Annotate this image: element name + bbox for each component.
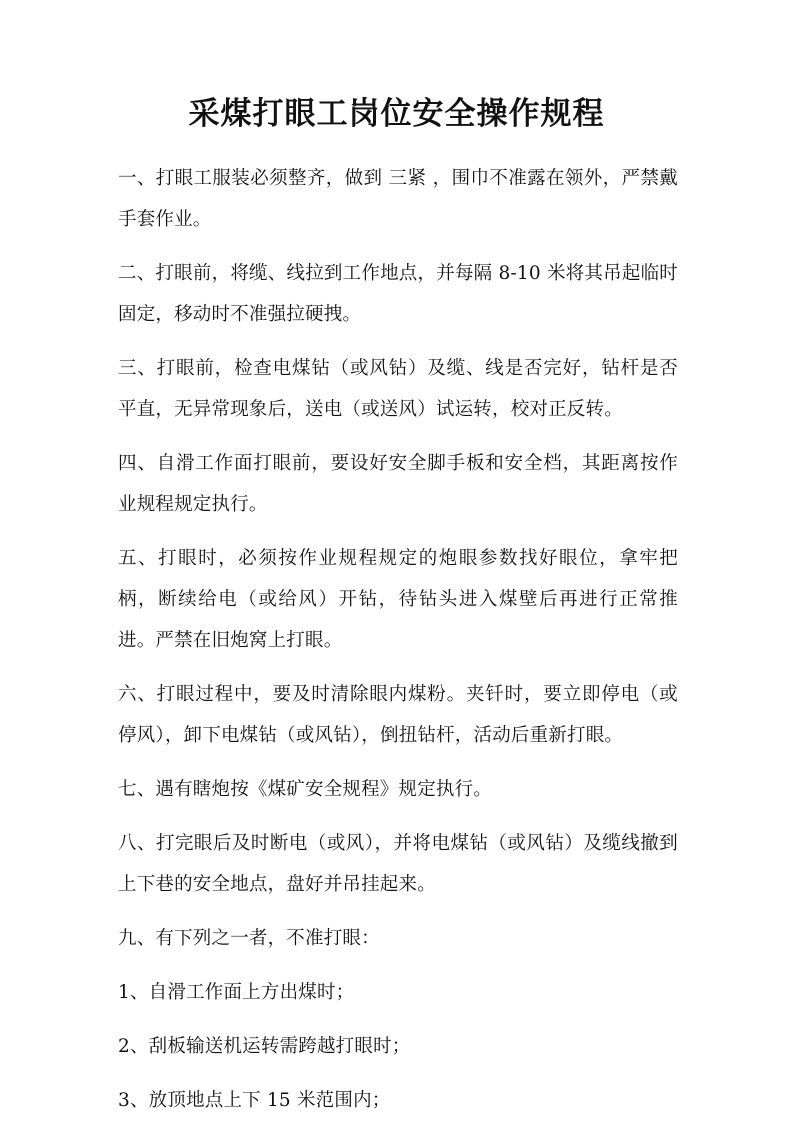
page-title: 采煤打眼工岗位安全操作规程 [188,96,605,132]
paragraph-3: 三、打眼前，检查电煤钻（或风钻）及缆、线是否完好，钻杆是否平直，无异常现象后，送电（或送风）试运转，校对正反转。 [118,358,678,420]
paragraph-2: 二、打眼前，将缆、线拉到工作地点，并每隔 8-10 米将其吊起临时固定，移动时不准强拉硬拽。 [118,263,678,325]
list-item-2: 2、刮板输送机运转需跨越打眼时； [118,1036,411,1057]
paragraph-8: 八、打完眼后及时断电（或风），并将电煤钻（或风钻）及缆线撤到上下巷的安全地点，盘好并吊挂起来。 [118,833,678,895]
paragraph-7: 七、遇有瞎炮按《煤矿安全规程》规定执行。 [118,779,493,800]
document-body [118,158,678,1134]
list-item-3: 3、放顶地点上下 15 米范围内； [118,1090,391,1111]
paragraph-1: 一、打眼工服装必须整齐，做到 三紧 ，围巾不准露在领外，严禁戴手套作业。 [118,168,678,230]
paragraph-9: 九、有下列之一者，不准打眼： [118,928,380,949]
paragraph-6: 六、打眼过程中，要及时清除眼内煤粉。夹钎时，要立即停电（或停风），卸下电煤钻（或风钻），倒扭钻杆，活动后重新打眼。 [118,684,678,746]
paragraph-4: 四、自滑工作面打眼前，要设好安全脚手板和安全档，其距离按作业规程规定执行。 [118,453,678,515]
paragraph-5: 五、打眼时，必须按作业规程规定的炮眼参数找好眼位，拿牢把柄，断续给电（或给风）开钻，待钻头进入煤壁后再进行正常推进。严禁在旧炮窝上打眼。 [118,548,678,651]
list-item-1: 1、自滑工作面上方出煤时； [118,982,355,1003]
